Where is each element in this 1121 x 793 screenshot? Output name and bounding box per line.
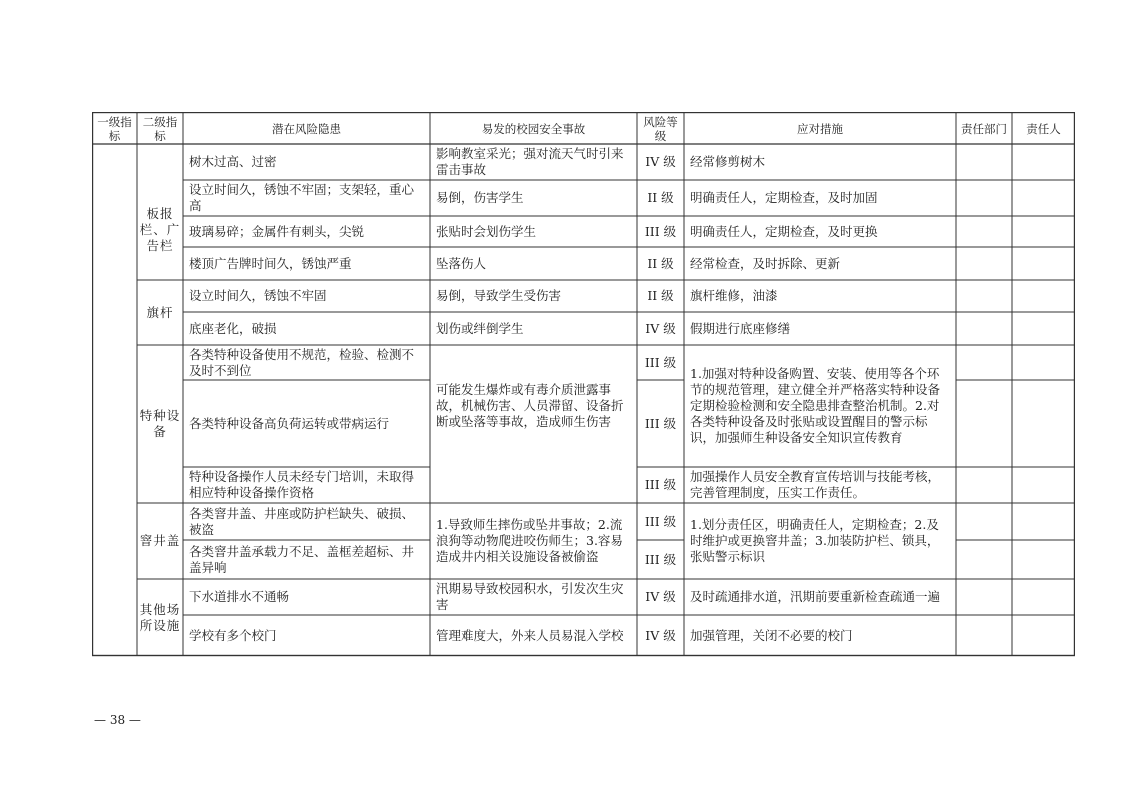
table-row-accident: 影响教室采光；强对流天气时引来雷击事故 xyxy=(436,146,624,177)
table-row-measure: 假期进行底座修缮 xyxy=(690,320,791,336)
table-row-risk: IV 级 xyxy=(645,154,676,169)
table-row-hazard: 特种设备操作人员未经专门培训，未取得相应特种设备操作资格 xyxy=(189,469,415,500)
table-row-risk: III 级 xyxy=(644,513,677,529)
table-row-risk: III 级 xyxy=(644,354,677,370)
table-row-risk: II 级 xyxy=(647,255,674,271)
header-person: 责任人 xyxy=(1026,121,1061,136)
table-row-risk: IV 级 xyxy=(645,589,676,604)
table-row-accident: 易倒，伤害学生 xyxy=(436,190,524,205)
header-hazard: 潜在风险隐患 xyxy=(272,121,341,136)
table-row-measure: 加强管理，关闭不必要的校门 xyxy=(690,627,853,643)
table-row-risk: III 级 xyxy=(644,415,677,431)
table-row-risk: IV 级 xyxy=(645,320,676,336)
header-level1: 一级指标 xyxy=(97,114,132,143)
header-level2: 二级指标 xyxy=(142,114,178,143)
table-row-risk: IV 级 xyxy=(645,627,676,643)
table-row-measure: 及时疏通排水道，汛期前要重新检查疏通一遍 xyxy=(690,589,941,604)
table-row-hazard: 设立时间久，锈蚀不牢固 xyxy=(189,288,327,303)
table-row-accident: 张贴时会划伤学生 xyxy=(436,223,537,239)
table-row-hazard: 各类特种设备高负荷运转或带病运行 xyxy=(189,415,390,431)
table-row-accident: 管理难度大，外来人员易混入学校 xyxy=(436,627,624,643)
special-equipment-measure: 1.加强对特种设备购置、安装、使用等各个环节的规范管理，建立健全并严格落实特种设备定期检验检测和安全隐患排查整治机制。2.对各类特种设备及时张贴或设置醒目的警示标识，加强师生种设备安全知识宣传教育 xyxy=(690,366,941,445)
table-row-accident: 划伤或绊倒学生 xyxy=(436,320,524,336)
table-row-risk: II 级 xyxy=(647,190,674,205)
table-row-hazard: 底座老化，破损 xyxy=(189,320,277,336)
special-equipment-accident: 可能发生爆炸或有毒介质泄露事故，机械伤害、人员滞留、设备折断或坠落等事故，造成师生伤害 xyxy=(436,382,624,429)
table-row-hazard: 设立时间久，锈蚀不牢固；支架轻，重心高 xyxy=(189,182,415,213)
category-special-equipment: 特种设备 xyxy=(139,408,181,439)
category-billboard: 板报栏、广告栏 xyxy=(139,206,181,253)
table-row-risk: III 级 xyxy=(644,477,677,492)
table-row-measure: 明确责任人，定期检查，及时加固 xyxy=(690,190,878,205)
table-row-hazard: 学校有多个校门 xyxy=(189,627,277,643)
header-dept: 责任部门 xyxy=(961,121,1007,136)
table-row-risk: II 级 xyxy=(647,288,674,303)
table-row-accident: 易倒，导致学生受伤害 xyxy=(436,288,562,303)
category-manhole: 窨井盖 xyxy=(139,533,181,548)
header-risk: 风险等级 xyxy=(643,114,678,143)
header-measure: 应对措施 xyxy=(797,121,843,136)
table-row-accident: 汛期易导致校园积水，引发次生灾害 xyxy=(436,581,624,612)
table-row-hazard: 各类特种设备使用不规范，检验、检测不及时不到位 xyxy=(189,346,415,378)
table-row-hazard: 各类窨井盖、井座或防护栏缺失、破损、被盗 xyxy=(189,505,415,537)
table-row-hazard: 树木过高、过密 xyxy=(189,154,277,169)
table-row-measure: 经常修剪树木 xyxy=(690,154,766,169)
risk-table xyxy=(92,112,1075,657)
category-other-facilities: 其他场所设施 xyxy=(139,601,181,633)
table-row-hazard: 楼顶广告牌时间久，锈蚀严重 xyxy=(189,255,352,271)
manhole-measure: 1.划分责任区，明确责任人，定期检查；2.及时维护或更换窨井盖；3.加装防护栏、锁具，张贴警示标识 xyxy=(690,517,940,564)
table-row-measure: 经常检查，及时拆除、更新 xyxy=(690,255,841,271)
table-row-risk: III 级 xyxy=(644,223,677,239)
table-row-hazard: 下水道排水不通畅 xyxy=(189,589,290,604)
table-row-hazard: 各类窨井盖承载力不足、盖框差超标、井盖异响 xyxy=(189,543,415,575)
table-row-risk: III 级 xyxy=(644,551,677,567)
table-row-hazard: 玻璃易碎；金属件有刺头，尖锐 xyxy=(189,223,365,239)
category-flagpole: 旗杆 xyxy=(146,304,174,320)
table-row-accident: 坠落伤人 xyxy=(436,255,487,271)
table-row-measure: 加强操作人员安全教育宣传培训与技能考核，完善管理制度，压实工作责任。 xyxy=(690,469,941,500)
manhole-accident: 1.导致师生摔伤或坠井事故；2.流浪狗等动物爬进咬伤师生；3.容易造成井内相关设施设备被偷盗 xyxy=(436,517,623,564)
table-row-measure: 旗杆维修，油漆 xyxy=(690,288,778,303)
header-accident: 易发的校园安全事故 xyxy=(481,121,586,136)
page-number: — 38 — xyxy=(94,713,141,727)
table-row-measure: 明确责任人，定期检查，及时更换 xyxy=(690,223,878,239)
